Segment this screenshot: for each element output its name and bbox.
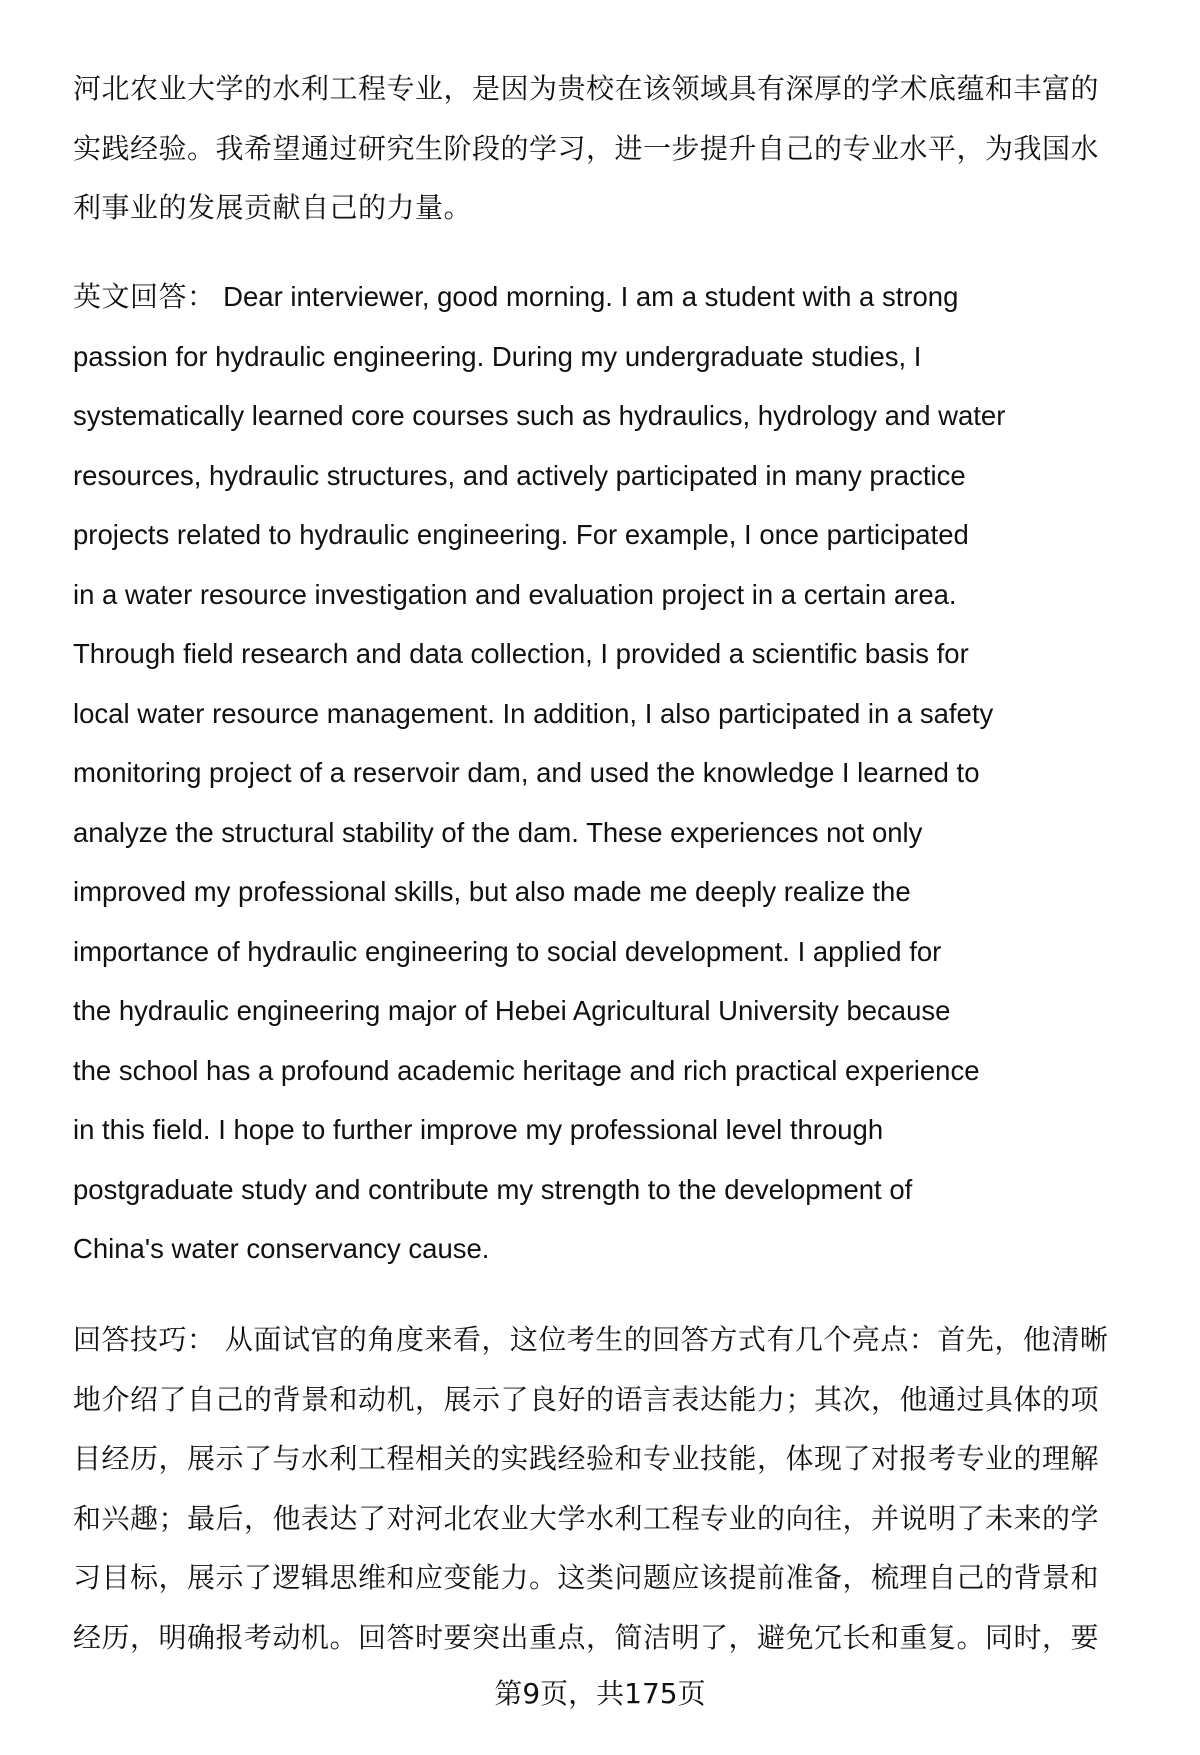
text-line: analyze the structural stability of the dam. These experiences not only [73, 816, 923, 848]
text-line: 实践经验。我希望通过研究生阶段的学习，进一步提升自己的专业水平，为我国水 [73, 131, 1100, 165]
text-line: 和兴趣；最后，他表达了对河北农业大学水利工程专业的向往，并说明了未来的学 [73, 1501, 1100, 1535]
text-line: 习目标，展示了逻辑思维和应变能力。这类问题应该提前准备，梳理自己的背景和 [73, 1561, 1100, 1594]
text-line: the hydraulic engineering major of Hebei Agricultural University because [73, 995, 951, 1026]
section-label: 英文回答： [73, 281, 216, 312]
paragraph-answer-tips [73, 1310, 1173, 1667]
text-line: China's water conservancy cause. [73, 1233, 490, 1264]
text-line: Dear interviewer, good morning. I am a student with a strong [215, 281, 959, 312]
text-line: in a water resource investigation and evaluation project in a certain area. [73, 578, 957, 610]
text-line: improved my professional skills, but also made me deeply realize the [73, 876, 911, 907]
text-line: 从面试官的角度来看，这位考生的回答方式有几个亮点：首先，他清晰 [215, 1323, 1109, 1356]
section-label: 回答技巧： [73, 1323, 216, 1356]
text-line: systematically learned core courses such as hydraulics, hydrology and water [73, 400, 1006, 431]
text-line: 地介绍了自己的背景和动机，展示了良好的语言表达能力；其次，他通过具体的项 [73, 1382, 1100, 1416]
text-line: monitoring project of a reservoir dam, and used the knowledge I learned to [73, 757, 980, 788]
paragraph-english-answer [73, 267, 1173, 1279]
text-line: 河北农业大学的水利工程专业，是因为贵校在该领域具有深厚的学术底蕴和丰富的 [73, 72, 1100, 105]
text-line: postgraduate study and contribute my strength to the development of [73, 1173, 913, 1205]
text-line: the school has a profound academic heritage and rich practical experience [73, 1054, 980, 1086]
text-line: resources, hydraulic structures, and actively participated in many practice [73, 459, 966, 491]
text-line: importance of hydraulic engineering to social development. I applied for [73, 935, 942, 967]
text-line: Through field research and data collection, I provided a scientific basis for [73, 638, 969, 669]
paragraph-chinese-motivation [73, 59, 1173, 238]
text-line: 利事业的发展贡献自己的力量。 [73, 191, 473, 224]
text-line: 目经历，展示了与水利工程相关的实践经验和专业技能，体现了对报考专业的理解 [73, 1442, 1100, 1475]
text-line: projects related to hydraulic engineering. For example, I once participated [73, 519, 969, 550]
text-line: 经历，明确报考动机。回答时要突出重点，简洁明了，避免冗长和重复。同时，要 [73, 1620, 1100, 1654]
text-line: passion for hydraulic engineering. During my undergraduate studies, I [73, 340, 922, 372]
text-line: local water resource management. In addition, I also participated in a safety [73, 697, 994, 729]
text-line: in this field. I hope to further improve my professional level through [73, 1114, 884, 1145]
page-number: 第9页，共175页 [494, 1677, 706, 1710]
